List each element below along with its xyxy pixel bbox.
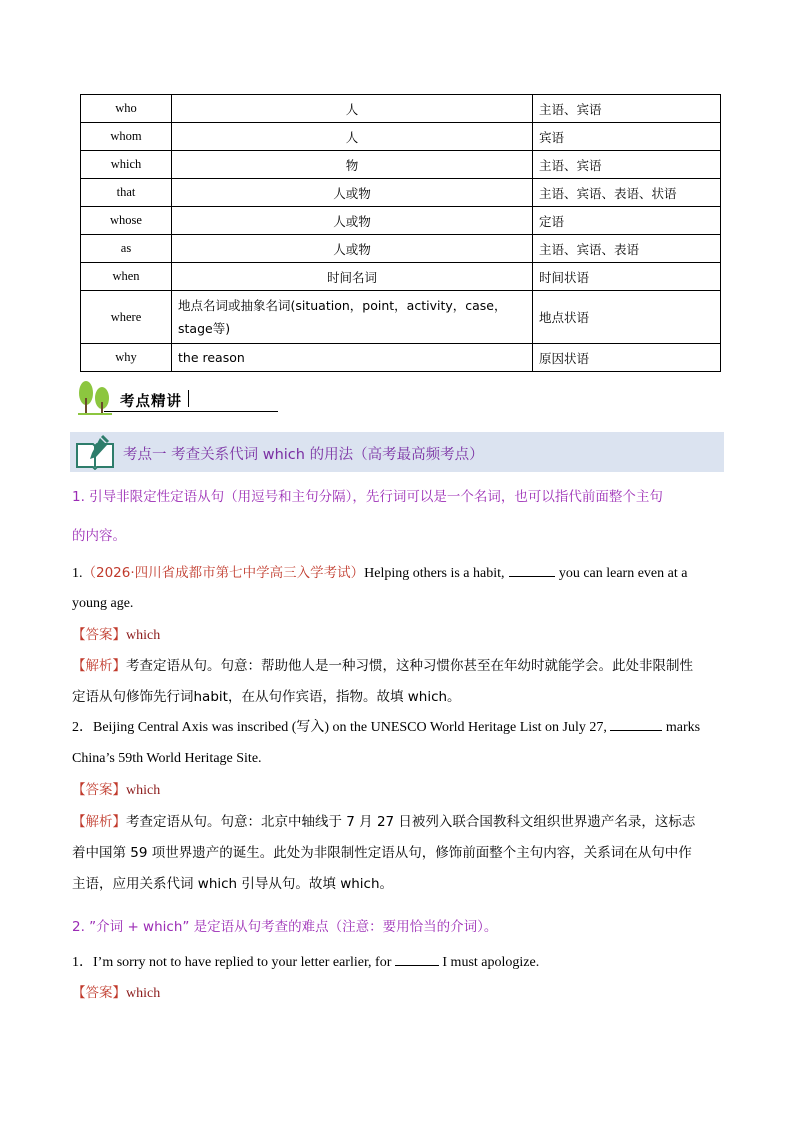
antecedent-cell: 人或物: [172, 235, 533, 263]
antecedent-cell: 人: [172, 95, 533, 123]
relative-word-cell: which: [81, 151, 172, 179]
answer-blank: [395, 953, 439, 966]
table-row: [81, 263, 721, 291]
relative-word-cell: where: [81, 291, 172, 344]
relative-word-cell: that: [81, 179, 172, 207]
antecedent-cell: 地点名词或抽象名词(situation，point，activity，case，stage等): [172, 291, 533, 344]
antecedent-cell: 人: [172, 123, 533, 151]
table-row: [81, 123, 721, 151]
answer-3: 【答案】which: [72, 985, 161, 1001]
relative-word-cell: as: [81, 235, 172, 263]
question-1-continued: young age.: [72, 596, 134, 611]
text-cursor: [188, 390, 189, 407]
question-1: 1.（2026·四川省成都市第七中学高三入学考试）Helping others is a habit, you can learn even at a: [72, 565, 688, 581]
question-3: 1．I’m sorry not to have replied to your letter earlier, for I must apologize.: [72, 955, 540, 970]
section-heading: [74, 380, 214, 416]
analysis-2-line-2: 着中国第 59 项世界遗产的诞生。此处为非限制性定语从句，修饰前面整个主句内容，关系词在从句中作: [72, 845, 692, 861]
heading-underline: [104, 411, 278, 412]
book-pencil-icon: [74, 434, 116, 470]
function-cell: 主语、宾语、表语、状语: [533, 179, 721, 207]
table-row: [81, 207, 721, 235]
analysis-1-line-1: 【解析】考查定语从句。句意：帮助他人是一种习惯，这种习惯你甚至在年幼时就能学会。此处非限制性: [72, 658, 693, 674]
relative-word-cell: whom: [81, 123, 172, 151]
topic-title: 考点一 考查关系代词 which 的用法（高考最高频考点）: [123, 447, 484, 463]
relative-word-cell: when: [81, 263, 172, 291]
relative-word-cell: who: [81, 95, 172, 123]
function-cell: 定语: [533, 207, 721, 235]
function-cell: 时间状语: [533, 263, 721, 291]
function-cell: 主语、宾语: [533, 95, 721, 123]
antecedent-cell: 时间名词: [172, 263, 533, 291]
rule-1-line-2: 的内容。: [72, 528, 126, 544]
answer-blank: [509, 564, 555, 577]
question-source: （2026·四川省成都市第七中学高三入学考试）: [82, 565, 365, 581]
table-row: [81, 235, 721, 263]
table-row: [81, 95, 721, 123]
analysis-1-line-2: 定语从句修饰先行词habit，在从句作宾语，指物。故填 which。: [72, 689, 461, 705]
table-row: [81, 291, 721, 344]
function-cell: 宾语: [533, 123, 721, 151]
analysis-2-line-3: 主语，应用关系代词 which 引导从句。故填 which。: [72, 876, 394, 892]
antecedent-cell: the reason: [172, 344, 533, 372]
table-row: [81, 344, 721, 372]
rule-2: 2. ”介词 + which” 是定语从句考查的难点（注意：要用恰当的介词）。: [72, 919, 498, 935]
rule-1-line-1: 1. 引导非限定性定语从句（用逗号和主句分隔），先行词可以是一个名词，也可以指代前面整个主句: [72, 489, 663, 505]
question-2: 2．Beijing Central Axis was inscribed (写入) on the UNESCO World Heritage List on July 27, marks: [72, 720, 701, 735]
relative-word-cell: whose: [81, 207, 172, 235]
relative-word-table: [80, 94, 721, 372]
function-cell: 主语、宾语: [533, 151, 721, 179]
function-cell: 主语、宾语、表语: [533, 235, 721, 263]
antecedent-cell: 人或物: [172, 207, 533, 235]
function-cell: 原因状语: [533, 344, 721, 372]
antecedent-cell: 人或物: [172, 179, 533, 207]
question-2-continued: China’s 59th World Heritage Site.: [72, 751, 262, 766]
answer-blank: [610, 718, 662, 731]
topic-band: [70, 432, 724, 472]
analysis-2-line-1: 【解析】考查定语从句。句意：北京中轴线于 7 月 27 日被列入联合国教科文组织世界遗产名录，这标志: [72, 814, 696, 830]
function-cell: 地点状语: [533, 291, 721, 344]
section-heading-label: 考点精讲: [120, 394, 182, 410]
answer-1: 【答案】which: [72, 627, 161, 643]
table-row: [81, 151, 721, 179]
table-row: [81, 179, 721, 207]
answer-2: 【答案】which: [72, 782, 161, 798]
relative-word-cell: why: [81, 344, 172, 372]
antecedent-cell: 物: [172, 151, 533, 179]
